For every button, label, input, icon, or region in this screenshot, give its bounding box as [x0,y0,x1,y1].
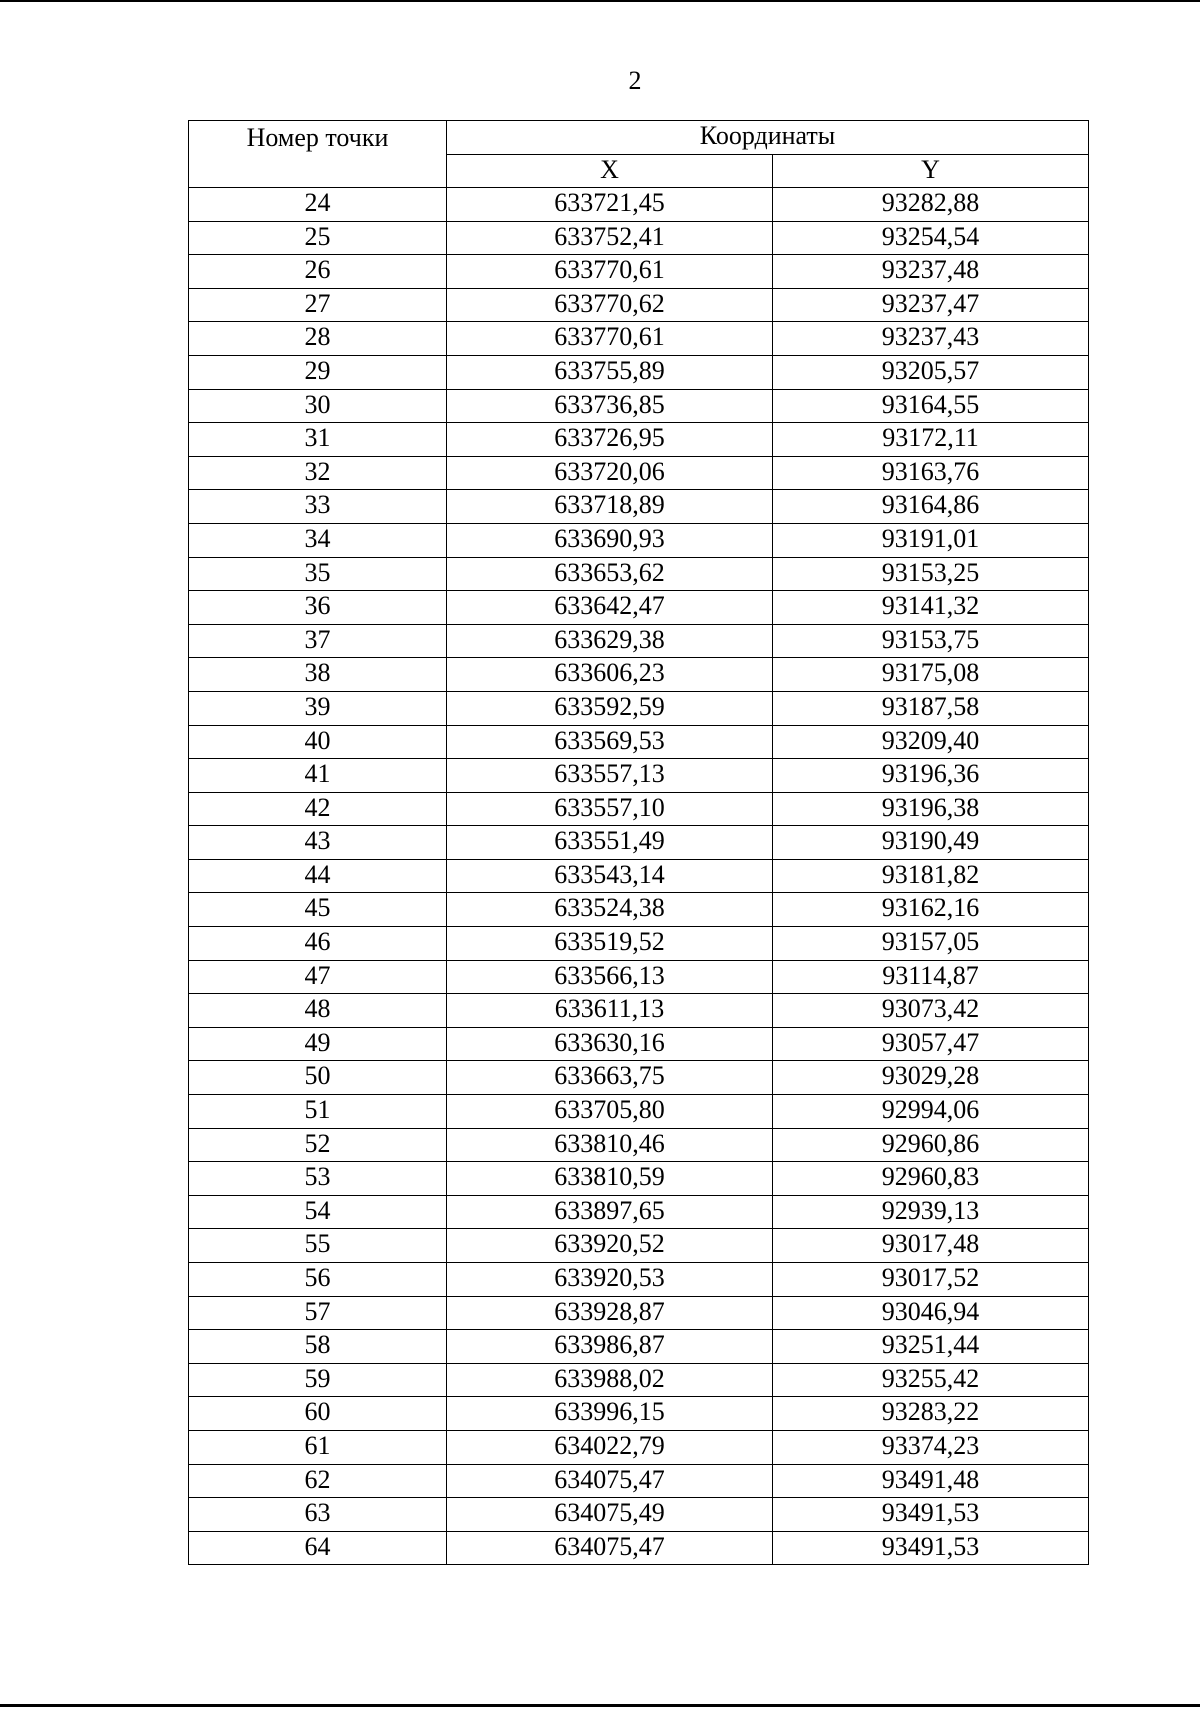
table-row [189,994,1089,1028]
y-coordinate-cell: 93254,54 [773,221,1089,255]
table-row [189,691,1089,725]
x-coordinate-cell: 633988,02 [447,1363,773,1397]
point-number-cell: 51 [189,1095,447,1129]
y-coordinate-cell: 93017,48 [773,1229,1089,1263]
y-coordinate-cell: 93282,88 [773,188,1089,222]
table-header [189,121,1089,188]
x-coordinate-cell: 633653,62 [447,557,773,591]
point-number-cell: 50 [189,1061,447,1095]
x-coordinate-cell: 633557,10 [447,792,773,826]
table-row [189,624,1089,658]
point-number-cell: 55 [189,1229,447,1263]
y-coordinate-cell: 93046,94 [773,1296,1089,1330]
table-row [189,557,1089,591]
table-row [189,893,1089,927]
point-number-cell: 44 [189,859,447,893]
table-row [189,859,1089,893]
x-coordinate-cell: 633810,59 [447,1162,773,1196]
point-number-cell: 39 [189,691,447,725]
y-coordinate-cell: 93191,01 [773,523,1089,557]
y-coordinate-cell: 93283,22 [773,1397,1089,1431]
y-coordinate-cell: 93205,57 [773,355,1089,389]
y-coordinate-cell: 93237,43 [773,322,1089,356]
y-coordinate-cell: 93114,87 [773,960,1089,994]
x-coordinate-cell: 634075,47 [447,1464,773,1498]
y-coordinate-cell: 93374,23 [773,1430,1089,1464]
x-coordinate-cell: 633810,46 [447,1128,773,1162]
table-row [189,1296,1089,1330]
point-number-cell: 33 [189,490,447,524]
y-coordinate-cell: 93153,25 [773,557,1089,591]
y-coordinate-cell: 93491,53 [773,1531,1089,1565]
table-row [189,1128,1089,1162]
table-row [189,1027,1089,1061]
point-number-cell: 32 [189,456,447,490]
point-number-cell: 25 [189,221,447,255]
y-coordinate-cell: 93209,40 [773,725,1089,759]
point-number-cell: 59 [189,1363,447,1397]
x-coordinate-cell: 633736,85 [447,389,773,423]
point-number-cell: 52 [189,1128,447,1162]
table-row [189,523,1089,557]
y-coordinate-cell: 93491,53 [773,1498,1089,1532]
y-coordinate-cell: 93175,08 [773,658,1089,692]
table-row [189,1162,1089,1196]
x-coordinate-cell: 633551,49 [447,826,773,860]
x-coordinate-cell: 634075,49 [447,1498,773,1532]
table-body [189,188,1089,1565]
y-coordinate-cell: 93017,52 [773,1263,1089,1297]
point-number-cell: 30 [189,389,447,423]
x-coordinate-cell: 634075,47 [447,1531,773,1565]
x-coordinate-cell: 633569,53 [447,725,773,759]
x-coordinate-cell: 633721,45 [447,188,773,222]
table-row [189,725,1089,759]
point-number-cell: 53 [189,1162,447,1196]
point-number-cell: 63 [189,1498,447,1532]
y-coordinate-cell: 93164,86 [773,490,1089,524]
y-coordinate-cell: 93153,75 [773,624,1089,658]
y-coordinate-cell: 93029,28 [773,1061,1089,1095]
table-row [189,591,1089,625]
y-coordinate-cell: 93164,55 [773,389,1089,423]
point-number-cell: 49 [189,1027,447,1061]
table-row [189,1464,1089,1498]
table-row [189,1095,1089,1129]
x-coordinate-cell: 633718,89 [447,490,773,524]
point-number-cell: 46 [189,927,447,961]
table-row [189,490,1089,524]
x-coordinate-cell: 633690,93 [447,523,773,557]
y-coordinate-cell: 93157,05 [773,927,1089,961]
table-row [189,389,1089,423]
x-coordinate-cell: 633557,13 [447,759,773,793]
scan-edge-bottom [0,1704,1200,1707]
x-coordinate-cell: 633611,13 [447,994,773,1028]
x-coordinate-cell: 633606,23 [447,658,773,692]
x-coordinate-cell: 633897,65 [447,1195,773,1229]
y-coordinate-cell: 93190,49 [773,826,1089,860]
point-number-cell: 29 [189,355,447,389]
coordinates-table [188,120,1089,1565]
x-coordinate-cell: 633752,41 [447,221,773,255]
x-coordinate-cell: 633663,75 [447,1061,773,1095]
point-number-cell: 38 [189,658,447,692]
point-number-cell: 64 [189,1531,447,1565]
x-coordinate-cell: 633519,52 [447,927,773,961]
y-coordinate-cell: 93073,42 [773,994,1089,1028]
y-coordinate-cell: 93251,44 [773,1330,1089,1364]
table-row [189,1430,1089,1464]
point-number-cell: 45 [189,893,447,927]
table-row [189,1330,1089,1364]
y-coordinate-cell: 92939,13 [773,1195,1089,1229]
point-number-cell: 36 [189,591,447,625]
table-row [189,1498,1089,1532]
point-number-cell: 62 [189,1464,447,1498]
y-header: Y [773,155,1089,188]
table-row [189,927,1089,961]
x-coordinate-cell: 633770,61 [447,255,773,289]
point-number-cell: 37 [189,624,447,658]
y-coordinate-cell: 93057,47 [773,1027,1089,1061]
table-row [189,1195,1089,1229]
point-number-cell: 41 [189,759,447,793]
x-coordinate-cell: 633928,87 [447,1296,773,1330]
x-coordinate-cell: 633986,87 [447,1330,773,1364]
y-coordinate-cell: 93196,38 [773,792,1089,826]
point-number-cell: 54 [189,1195,447,1229]
point-number-cell: 43 [189,826,447,860]
table-row [189,1061,1089,1095]
x-coordinate-cell: 633592,59 [447,691,773,725]
x-coordinate-cell: 633920,52 [447,1229,773,1263]
point-number-header: Номер точки [189,121,447,188]
y-coordinate-cell: 93163,76 [773,456,1089,490]
x-coordinate-cell: 633726,95 [447,423,773,457]
point-number-cell: 28 [189,322,447,356]
point-number-cell: 27 [189,288,447,322]
y-coordinate-cell: 93255,42 [773,1363,1089,1397]
table-row [189,322,1089,356]
point-number-cell: 56 [189,1263,447,1297]
table-row [189,456,1089,490]
point-number-cell: 58 [189,1330,447,1364]
x-coordinate-cell: 633642,47 [447,591,773,625]
table-row [189,960,1089,994]
point-number-cell: 61 [189,1430,447,1464]
point-number-cell: 26 [189,255,447,289]
x-coordinate-cell: 633920,53 [447,1263,773,1297]
x-coordinate-cell: 633566,13 [447,960,773,994]
point-number-cell: 48 [189,994,447,1028]
point-number-cell: 34 [189,523,447,557]
table-row [189,255,1089,289]
table-row [189,658,1089,692]
table-row [189,1531,1089,1565]
x-coordinate-cell: 633996,15 [447,1397,773,1431]
y-coordinate-cell: 93181,82 [773,859,1089,893]
point-number-cell: 57 [189,1296,447,1330]
x-coordinate-cell: 633543,14 [447,859,773,893]
coordinates-header: Координаты [447,121,1089,155]
point-number-cell: 60 [189,1397,447,1431]
table-row [189,1263,1089,1297]
point-number-cell: 35 [189,557,447,591]
x-coordinate-cell: 633629,38 [447,624,773,658]
point-number-cell: 40 [189,725,447,759]
y-coordinate-cell: 93237,47 [773,288,1089,322]
y-coordinate-cell: 93491,48 [773,1464,1089,1498]
x-coordinate-cell: 633755,89 [447,355,773,389]
table-row [189,423,1089,457]
y-coordinate-cell: 93172,11 [773,423,1089,457]
x-header: X [447,155,773,188]
point-number-cell: 47 [189,960,447,994]
x-coordinate-cell: 633705,80 [447,1095,773,1129]
table-row [189,792,1089,826]
y-coordinate-cell: 93141,32 [773,591,1089,625]
table-row [189,826,1089,860]
x-coordinate-cell: 633630,16 [447,1027,773,1061]
table-row [189,288,1089,322]
scan-edge-top [0,0,1200,2]
table-row [189,1397,1089,1431]
x-coordinate-cell: 633524,38 [447,893,773,927]
point-number-cell: 24 [189,188,447,222]
x-coordinate-cell: 633770,62 [447,288,773,322]
y-coordinate-cell: 93237,48 [773,255,1089,289]
x-coordinate-cell: 634022,79 [447,1430,773,1464]
x-coordinate-cell: 633720,06 [447,456,773,490]
table-row [189,1363,1089,1397]
y-coordinate-cell: 92994,06 [773,1095,1089,1129]
table-row [189,759,1089,793]
table-row [189,221,1089,255]
y-coordinate-cell: 93187,58 [773,691,1089,725]
table-row [189,1229,1089,1263]
table-row [189,188,1089,222]
x-coordinate-cell: 633770,61 [447,322,773,356]
page-number: 2 [628,66,642,95]
point-number-cell: 31 [189,423,447,457]
point-number-cell: 42 [189,792,447,826]
y-coordinate-cell: 92960,86 [773,1128,1089,1162]
table-row [189,355,1089,389]
y-coordinate-cell: 92960,83 [773,1162,1089,1196]
y-coordinate-cell: 93196,36 [773,759,1089,793]
y-coordinate-cell: 93162,16 [773,893,1089,927]
